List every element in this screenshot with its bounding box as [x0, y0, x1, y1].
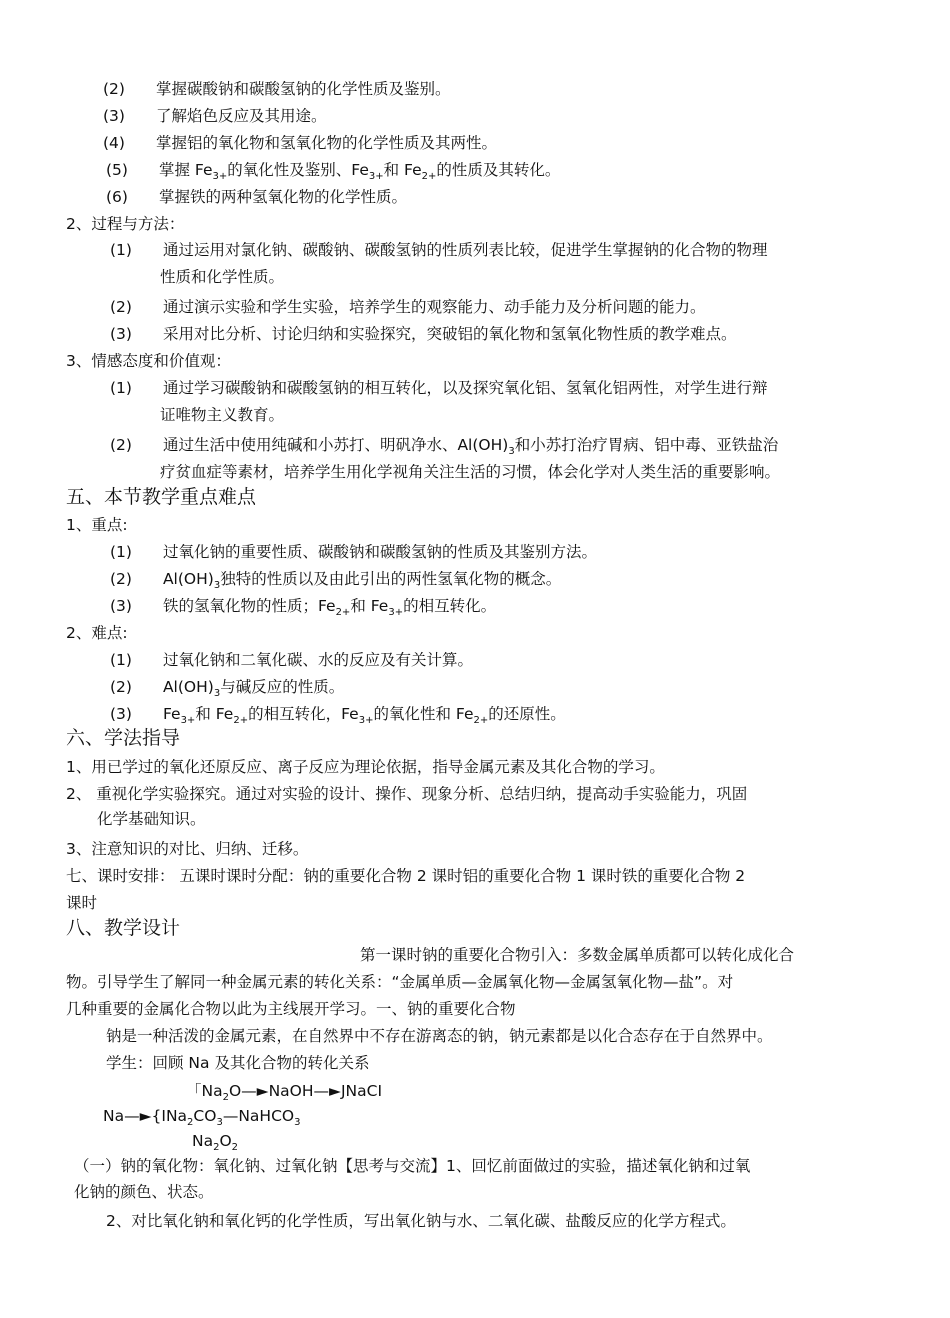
attitude-item-2-cont: 疗贫血症等素材，培养学生用化学视角关注生活的习惯，体会化学对人类生活的重要影响。	[160, 463, 781, 481]
label-difficulties: 2、难点:	[66, 624, 128, 642]
design-intro-cont-1: 物。引导学生了解同一种金属元素的转化关系：“金属单质—金属氧化物—金属氢氧化物—盐”。对	[66, 973, 734, 991]
objective-line-6: (6) 掌握铁的两种氢氧化物的化学性质。	[106, 188, 407, 206]
scheme-line-3: $Na_2O_2$	[192, 1132, 239, 1153]
difficulty-3: (3) $Fe_{3+}$和 $Fe_{2+}$的相互转化，$Fe_{3+}$的氧化性和 $Fe_{2+}$的还原性。	[110, 705, 566, 726]
attitude-item-1: (1) 通过学习碳酸钠和碳酸氢钠的相互转化，以及探究氧化铝、氢氧化铝两性，对学生进行辩	[110, 379, 768, 397]
student-review: 学生：回顾 Na 及其化合物的转化关系	[106, 1054, 370, 1072]
objective-line-4: (4) 掌握铝的氧化物和氢氧化物的化学性质及其两性。	[103, 134, 497, 152]
objective-line-5: (5) 掌握 $Fe_{3+}$的氧化性及鉴别、$Fe_{3+}$和 $Fe_{2+}$的性质及其转化。	[106, 161, 561, 182]
study-guide-3: 3、注意知识的对比、归纳、迁移。	[66, 840, 309, 858]
section-process-method: 2、过程与方法：	[66, 215, 185, 233]
study-guide-2: 2、 重视化学实验探究。通过对实验的设计、操作、现象分析、总结归纳，提高动手实验能力，巩固	[66, 785, 748, 803]
difficulty-2: (2) $Al(OH)_3$与碱反应的性质。	[110, 678, 345, 699]
section-attitude-values: 3、情感态度和价值观：	[66, 352, 231, 370]
sodium-intro: 钠是一种活泼的金属元素，在自然界中不存在游离态的钠，钠元素都是以化合态存在于自然界中。	[106, 1027, 773, 1045]
process-item-1: (1) 通过运用对氯化钠、碳酸钠、碳酸氢钠的性质列表比较，促进学生掌握钠的化合物的物理	[110, 241, 768, 259]
objective-line-3: (3) 了解焰色反应及其用途。	[103, 107, 327, 125]
heading-key-points: 五、本节教学重点难点	[66, 486, 257, 508]
key-point-2: (2) $Al(OH)_3$独特的性质以及由此引出的两性氢氧化物的概念。	[110, 570, 562, 591]
scheme-line-1: 「$Na_2O—►NaOH—►JNaCI$	[186, 1082, 383, 1103]
heading-teaching-design: 八、教学设计	[66, 917, 181, 939]
schedule-line-cont: 课时	[66, 894, 98, 912]
design-intro-line: 第一课时钠的重要化合物引入：多数金属单质都可以转化成化合	[360, 946, 795, 964]
oxides-heading-cont: 化钠的颜色、状态。	[74, 1183, 214, 1201]
design-intro-cont-2: 几种重要的金属化合物以此为主线展开学习。一、钠的重要化合物	[66, 1000, 516, 1018]
attitude-item-1-cont: 证唯物主义教育。	[160, 406, 285, 424]
study-guide-1: 1、用已学过的氧化还原反应、离子反应为理论依据，指导金属元素及其化合物的学习。	[66, 758, 665, 776]
process-item-3: (3) 采用对比分析、讨论归纳和实验探究，突破铝的氧化物和氢氧化物性质的教学难点。	[110, 325, 737, 343]
process-item-2: (2) 通过演示实验和学生实验，培养学生的观察能力、动手能力及分析问题的能力。	[110, 298, 706, 316]
label-key-points: 1、重点:	[66, 516, 128, 534]
process-item-1-cont: 性质和化学性质。	[160, 268, 285, 286]
study-guide-2-cont: 化学基础知识。	[97, 810, 206, 828]
scheme-line-2: $Na—►\{INa_2CO_3—NaHCO_3$	[103, 1107, 301, 1128]
key-point-1: (1) 过氧化钠的重要性质、碳酸钠和碳酸氢钠的性质及其鉴别方法。	[110, 543, 597, 561]
oxides-heading-line: （一）钠的氧化物：氧化钠、过氧化钠【思考与交流】1、回忆前面做过的实验，描述氧化钠和过氧	[74, 1157, 751, 1175]
oxides-question-2: 2、对比氧化钠和氧化钙的化学性质，写出氧化钠与水、二氧化碳、盐酸反应的化学方程式。	[106, 1212, 736, 1230]
objective-line-2: (2) 掌握碳酸钠和碳酸氢钠的化学性质及鉴别。	[103, 80, 451, 98]
attitude-item-2: (2) 通过生活中使用纯碱和小苏打、明矾净水、$Al(OH)_3$和小苏打治疗胃病、铝中毒、亚铁盐治	[110, 436, 779, 457]
key-point-3: (3) 铁的氢氧化物的性质；$Fe_{2+}$和 $Fe_{3+}$的相互转化。	[110, 597, 497, 618]
heading-study-guide: 六、学法指导	[66, 727, 181, 749]
schedule-line: 七、课时安排： 五课时课时分配：钠的重要化合物 2 课时铝的重要化合物 1 课时铁的重要化合物 2	[66, 867, 746, 885]
difficulty-1: (1) 过氧化钠和二氧化碳、水的反应及有关计算。	[110, 651, 473, 669]
